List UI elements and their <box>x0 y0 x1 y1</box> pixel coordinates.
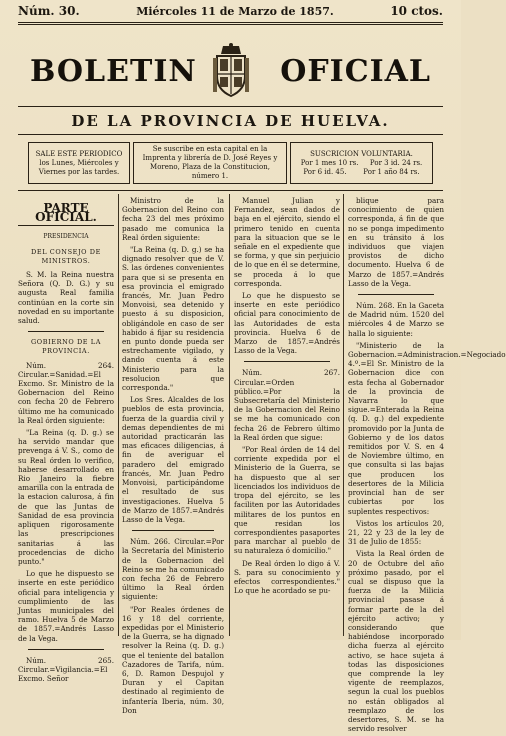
info-frequency: SALE ESTE PERIODICO los Lunes, Miércoles y Viernes por las tardes. <box>28 142 130 184</box>
column-separator <box>343 194 344 636</box>
column-2: Ministro de la Gobernacion del Reino con fecha 23 del mes próximo pasado me comunica la Real órden siguiente: "La Reina (q. D. g.) se ha dignado resolver que de V. S. las órdenes convenientes para que si se presenta en esa provincia el emigrado francés, Mr. Juan Pedro Monvoisi, sea detenido y puesto á su disposicion, obligándole en caso de ser habido á fijar su residencia en punto donde pueda ser estrechamente vigilado, y dando cuenta á este Ministerio para la resolucion que corresponda." Los Sres. Alcaldes de los pueblos de esta provincia, fuerza de la guardia civil y demas dependientes de mi autoridad practicarán las mas eficaces diligencias, á fin de averiguar el paradero del emigrado francés, Mr. Juan Pedro Monvoisi, participándome el resultado de sus investigaciones. Huelva 5 de Marzo de 1857.=Andrés Lasso de la Vega. Núm. 266. Circular.=Por la Secretaría del Ministerio de la Gobernacion del Reino se me ha comunicado con fecha 26 de Febrero último la Real órden siguiente: "Por Reales órdenes de 16 y 18 del corriente, expedidas por el Ministerio de la Guerra, se ha dignado resolver la Reina (q. D. g.) que el teniente del batallon Cazadores de Tarifa, núm. 6, D. Ramon Despujol y Duran y el Capitan destinado al regimiento de infantería Iberia, núm. 30, Don <box>122 196 224 715</box>
section-title: PARTE OFICIAL. <box>18 204 114 226</box>
info-voluntary-subscription: SUSCRICION VOLUNTARIA. Por 1 mes 10 rs. Por 3 id. 24 rs. Por 6 id. 45. Por 1 año 84 rs. <box>290 142 433 184</box>
sub-rule <box>18 134 443 135</box>
body-rule <box>18 190 443 191</box>
masthead-word-left: BOLETIN <box>30 54 197 89</box>
column-3: Manuel Julian y Fernandez, sean dados de baja en el ejército, siendo el primero tenido en cuenta para la situacion que se le señale en el expediente que se forma, y que sin perjuicio de lo que en él se determine, se proceda á lo que corresponda. Lo que he dispuesto se inserte en este periódico oficial para conocimiento de las Autoridades de esta provincia. Huelva 6 de Marzo de 1857.=Andrés Lasso de la Vega. Núm. 267. Circular.=Orden público.=Por la Subsecretaría del Ministerio de la Gobernacion del Reino se me ha comunicado con fecha 26 de Febrero último la Real órden que sigue: "Por Real órden de 14 del corriente expedida por el Ministerio de la Guerra, se ha dispuesto que al ser licenciados los individuos de tropa del ejército, se les faciliten por las Autoridades militares de los puntos en que residan los correspondientes pasaportes para marchar al pueblo de su naturaleza ó domicilio." De Real órden lo digo á V. S. para su conocimiento y efectos correspondientes." Lo que he acordado se pu- <box>234 196 340 596</box>
issue-date: Miércoles 11 de Marzo de 1857. <box>136 4 334 18</box>
top-rule <box>18 22 443 23</box>
issue-price: 10 ctos. <box>390 4 443 18</box>
column-1: PARTE OFICIAL. PRESIDENCIA DEL CONSEJO DE MINISTROS. S. M. la Reina nuestra Señora (Q. D. G.) y su augusta Real familia continúan en la corte sin novedad en su importante salud. GOBIERNO DE LA PROVINCIA. Núm. 264. Circular.=Sanidad.=El Excmo. Sr. Ministro de la Gobernacion del Reino con fecha 20 de Febrero último me ha comunicado la Real órden siguiente: "La Reina (q. D. g.) se ha servido mandar que prevenga á V. S., como de su Real órden lo verifico, haberse desarrollado en Rio Janeiro la fiebre amarilla con la entrada de la estacion calurosa, á fin de que las Juntas de Sanidad de esa provincia apliquen rigorosamente las prescripciones sanitarias á las procedencias de dicho punto." Lo que he dispuesto se inserte en este periódico oficial para inteligencia y cumplimiento de las Juntas municipales del ramo. Huelva 5 de Marzo de 1857.=Andrés Lasso de la Vega. Núm. 265. Circular.=Vigilancia.=El Excmo. Señor <box>18 201 114 684</box>
issue-line <box>18 4 443 18</box>
column-separator <box>118 194 119 636</box>
column-separator <box>229 194 230 636</box>
masthead <box>28 42 433 102</box>
publication-info <box>28 142 433 184</box>
masthead-subtitle: DE LA PROVINCIA DE HUELVA. <box>71 112 390 130</box>
masthead-word-right: OFICIAL <box>280 54 431 89</box>
info-subscription-place: Se suscribe en esta capital en la Imprenta y librería de D. José Reyes y Moreno, Plaza de la Constitucion, número 1. <box>133 142 287 184</box>
issue-number: Núm. 30. <box>18 4 80 18</box>
coat-of-arms-icon <box>211 42 251 98</box>
column-4: blique para conocimiento de quien corresponda, á fin de que no se ponga impedimento en su tránsito á los individuos que viajen provistos de dicho documento. Huelva 6 de Marzo de 1857.=Andrés Lasso de la Vega. Núm. 268. En la Gaceta de Madrid núm. 1520 del miércoles 4 de Marzo se halla lo siguiente: "Ministerio de la Gobernacion.=Administracion.=Negociado 4.º.=El Sr. Ministro de la Gobernacion dice con esta fecha al Gobernador de la provincia de Navarra lo que sigue.=Enterada la Reina (q. D. g.) del expediente promovido por la Junta de Gobierno y de los datos remitidos por V. S. en 4 de Noviembre último, en que consulta si las bajas que producen los desertores de la Milicia provincial han de ser cubiertas por los suplentes respectivos: Vistos los artículos 20, 21, 22 y 23 de la ley de 31 de Julio de 1855: Vista la Real órden de 20 de Octubre del año próximo pasado, por el cual se dispuso que la fuerza de la Milicia provincial pasase á formar parte de la del ejército activo; y considerando que habiéndose incorporado dicha fuerza al ejército activo, se hace sujeta á todas las disposiciones que comprende la ley vigente de reemplazos, segun la cual los pueblos no están obligados al reemplazo de los desertores, S. M. se ha servido resolver <box>348 196 506 734</box>
mid-rule <box>18 106 443 107</box>
top-rule-2 <box>18 24 443 25</box>
